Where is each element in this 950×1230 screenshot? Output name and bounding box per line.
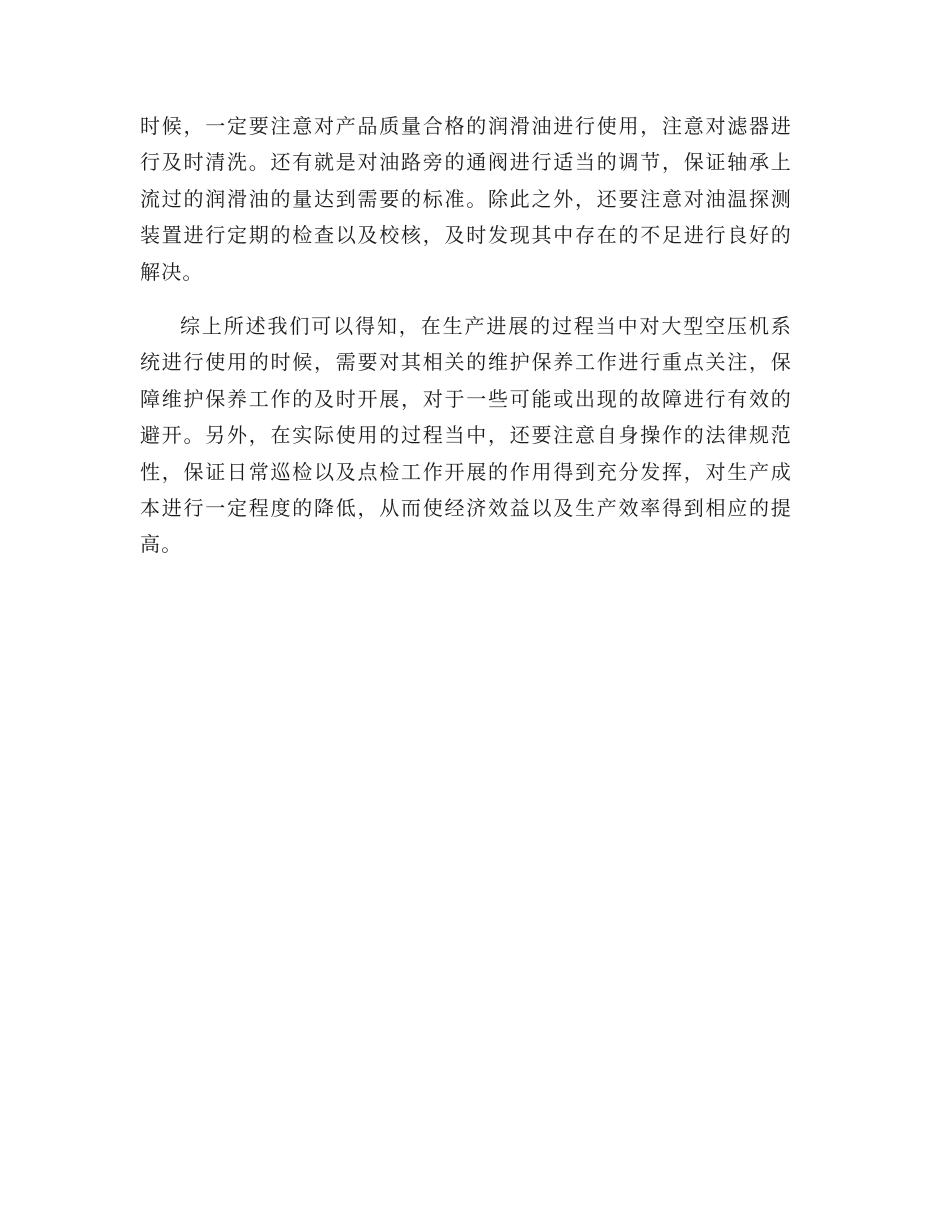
document-body (140, 108, 792, 563)
paragraph-conclusion: 综上所述我们可以得知，在生产进展的过程当中对大型空压机系统进行使用的时候，需要对其相关的维护保养工作进行重点关注，保障维护保养工作的及时开展，对于一些可能或出现的故障进行有效的避开。另外，在实际使用的过程当中，还要注意自身操作的法律规范性，保证日常巡检以及点检工作开展的作用得到充分发挥，对生产成本进行一定程度的降低，从而使经济效益以及生产效率得到相应的提高。 (140, 314, 792, 557)
paragraph-continuation: 时候，一定要注意对产品质量合格的润滑油进行使用，注意对滤器进行及时清洗。还有就是对油路旁的通阀进行适当的调节，保证轴承上流过的润滑油的量达到需要的标准。除此之外，还要注意对油温探测装置进行定期的检查以及校核，及时发现其中存在的不足进行良好的解决。 (140, 114, 792, 284)
